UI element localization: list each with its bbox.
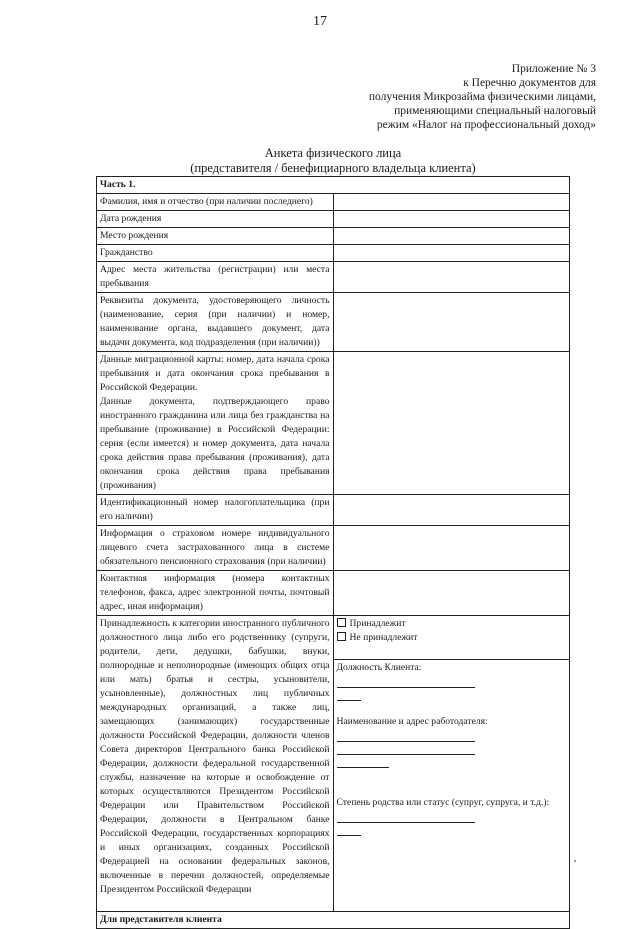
relation-label: Степень родства или статус (супруг, супруга, и т.д.):	[336, 796, 550, 808]
table-row	[97, 495, 570, 526]
appendix-line: применяющими специальный налоговый	[394, 105, 596, 117]
document-label: Реквизиты документа, удостоверяющего личность (наименование, серия (при наличии) и номер, наименование органа, выдавшего документ, дата выдачи документа, код подразделения (при наличии))	[97, 293, 334, 352]
appendix-line: режим «Налог на профессиональный доход»	[376, 119, 596, 131]
inn-value-cell[interactable]	[333, 495, 570, 526]
relation-input-line[interactable]	[337, 824, 361, 836]
questionnaire-table	[96, 176, 570, 929]
birth-date-value-cell[interactable]	[333, 211, 570, 228]
employer-input-line[interactable]	[337, 756, 389, 768]
inn-label: Идентификационный номер налогоплательщика (при его наличии)	[97, 495, 334, 526]
contacts-value-cell[interactable]	[333, 571, 570, 616]
table-row	[97, 245, 570, 262]
contacts-label: Контактная информация (номера контактных телефонов, факса, адрес электронной почты, почтовый адрес, иная информация)	[97, 571, 334, 616]
checkbox-icon[interactable]	[337, 618, 346, 627]
appendix-line: получения Микрозайма физическими лицами,	[368, 91, 596, 103]
table-row	[97, 293, 570, 352]
table-row	[97, 262, 570, 293]
pep-label: Принадлежность к категории иностранного публичного должностного лица либо его родственнику (супруги, родители, дети, дедушки, бабушки, внуки, полнородные и неполнородные (имеющих общих отца или мать) братья и сестры, усыновители, усыновленные), должностных лиц публичных международных организаций, а также лиц, замещающих (занимающих) государственные должности Российской Федерации, должности членов Совета директоров Центрального банка Российской Федерации, должности федеральной государственной службы, назначение на которые и освобождение от которых осуществляются Президентом Российской Федерации или Правительством Российской Федерации, должности в Центральном банке Российской Федерации, государственных корпорациях и иных организациях, созданных Российской Федерацией на основании федеральных законов, включенные в перечни должностей, определяемые Президентом Российской Федерации	[97, 616, 334, 912]
table-row	[97, 526, 570, 571]
fio-value-cell[interactable]	[333, 194, 570, 211]
birth-place-label: Место рождения	[97, 228, 334, 245]
snils-value-cell[interactable]	[333, 526, 570, 571]
checkbox-icon[interactable]	[337, 632, 346, 641]
citizenship-label: Гражданство	[97, 245, 334, 262]
migration-label	[97, 352, 334, 495]
address-value-cell[interactable]	[333, 262, 570, 293]
position-input-line[interactable]	[337, 676, 475, 688]
relation-input-line[interactable]	[337, 811, 475, 823]
table-row	[97, 616, 570, 660]
appendix-line: Приложение № 3	[511, 63, 596, 75]
migration-card-text: Данные миграционной карты: номер, дата начала срока пребывания и дата окончания срока пребывания в Российской Федерации.	[100, 354, 330, 393]
table-row	[97, 211, 570, 228]
document-value-cell[interactable]	[333, 293, 570, 352]
representative-label: Для представителя клиента	[97, 912, 570, 929]
employer-label: Наименование и адрес работодателя:	[336, 715, 488, 727]
part-header-row	[97, 177, 570, 194]
form-title-main: Анкета физического лица	[264, 146, 402, 160]
part1-label: Часть 1.	[97, 177, 570, 194]
pep-options-cell	[333, 616, 570, 660]
birth-date-label: Дата рождения	[97, 211, 334, 228]
table-row	[97, 352, 570, 495]
appendix-heading	[369, 62, 596, 132]
page-number: 17	[313, 14, 327, 29]
address-label: Адрес места жительства (регистрации) или места пребывания	[97, 262, 334, 293]
appendix-line: к Перечню документов для	[463, 77, 596, 89]
residence-document-text: Данные документа, подтверждающего право иностранного гражданина или лица без гражданства на пребывание (проживание) в Российской Федерации: серия (если имеется) и номер документа, дата начала срока действия права пребывания (проживания), дата окончания срока действия права пребывания (проживания)	[100, 396, 330, 491]
employer-input-line[interactable]	[337, 743, 475, 755]
employer-input-line[interactable]	[337, 730, 475, 742]
birth-place-value-cell[interactable]	[333, 228, 570, 245]
pep-option-belongs-label: Принадлежит	[349, 618, 406, 629]
migration-value-cell[interactable]	[333, 352, 570, 495]
position-label: Должность Клиента:	[336, 661, 422, 673]
pep-option-not-belongs[interactable]	[337, 631, 567, 645]
citizenship-value-cell[interactable]	[333, 245, 570, 262]
representative-header-row	[97, 912, 570, 929]
table-row	[97, 228, 570, 245]
snils-label: Информация о страховом номере индивидуального лицевого счета застрахованного лица в системе обязательного пенсионного страхования (при наличии)	[97, 526, 334, 571]
table-row	[97, 194, 570, 211]
pep-details-cell	[333, 659, 570, 911]
form-title	[96, 146, 570, 176]
form-title-subtitle: (представителя / бенефициарного владельца клиента)	[190, 161, 476, 175]
pep-option-belongs[interactable]	[337, 617, 567, 631]
position-input-line[interactable]	[337, 689, 361, 701]
table-row	[97, 571, 570, 616]
scan-speck	[574, 860, 576, 862]
fio-label: Фамилия, имя и отчество (при наличии последнего)	[97, 194, 334, 211]
pep-option-not-belongs-label: Не принадлежит	[349, 632, 418, 643]
